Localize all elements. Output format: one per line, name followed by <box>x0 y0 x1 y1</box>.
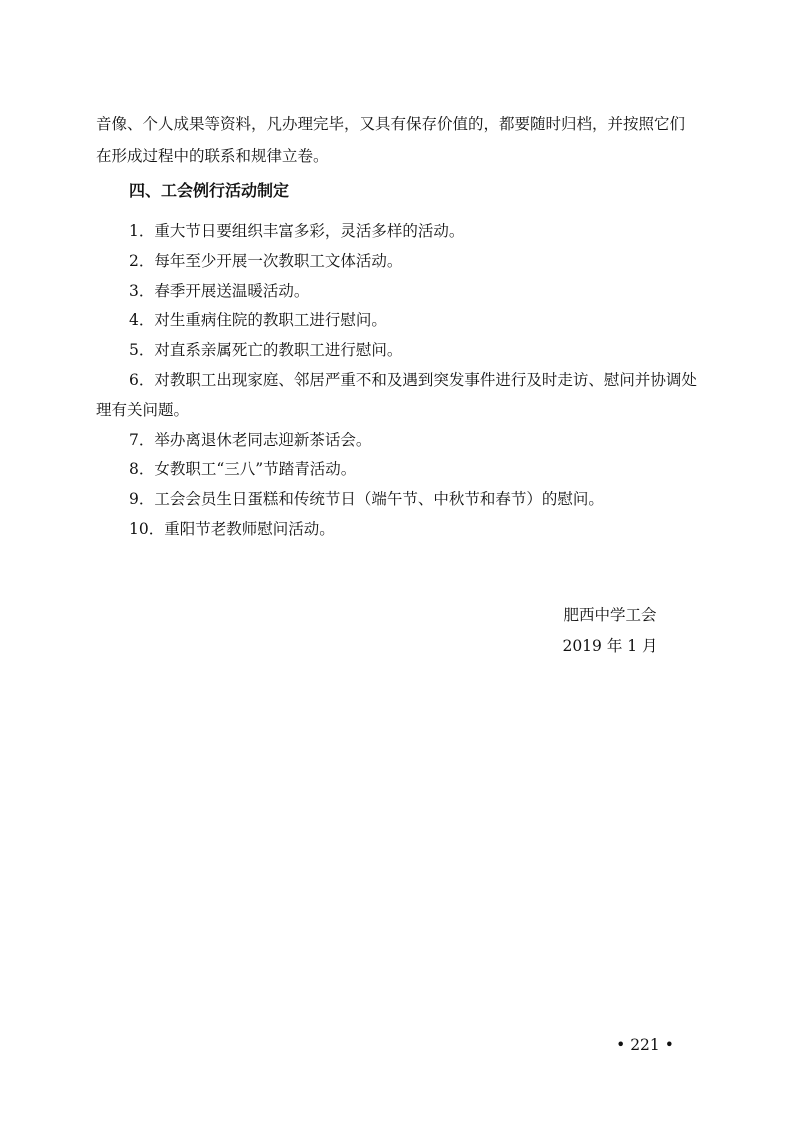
page-number: • 221 • <box>616 1036 674 1054</box>
list-item: 8．女教职工“三八”节踏青活动。 <box>129 460 357 479</box>
list-item: 4．对生重病住院的教职工进行慰问。 <box>129 311 387 330</box>
signature-organization: 肥西中学工会 <box>563 606 657 624</box>
intro-paragraph: 音像、个人成果等资料，凡办理完毕，又具有保存价值的，都要随时归档，并按照它们在形成过程中的联系和规律立卷。 <box>96 115 686 165</box>
list-item: 5．对直系亲属死亡的教职工进行慰问。 <box>129 341 403 360</box>
list-item: 9．工会会员生日蛋糕和传统节日（端午节、中秋节和春节）的慰问。 <box>129 490 604 509</box>
list-item: 1．重大节日要组织丰富多彩，灵活多样的活动。 <box>129 222 465 240</box>
activity-list <box>96 217 700 545</box>
list-item: 10．重阳节老教师慰问活动。 <box>129 519 335 538</box>
list-item: 2．每年至少开展一次教职工文体活动。 <box>129 251 403 270</box>
list-item: 3．春季开展送温暖活动。 <box>129 281 310 300</box>
list-item: 6．对教职工出现家庭、邻居严重不和及遇到突发事件进行及时走访、慰问并协调处理有关问题。 <box>96 370 697 419</box>
signature-date: 2019 年 1 月 <box>562 637 658 655</box>
list-item: 7．举办离退休老同志迎新茶话会。 <box>129 430 372 449</box>
signature-block <box>540 600 680 662</box>
section-heading: 四、工会例行活动制定 <box>129 181 290 200</box>
